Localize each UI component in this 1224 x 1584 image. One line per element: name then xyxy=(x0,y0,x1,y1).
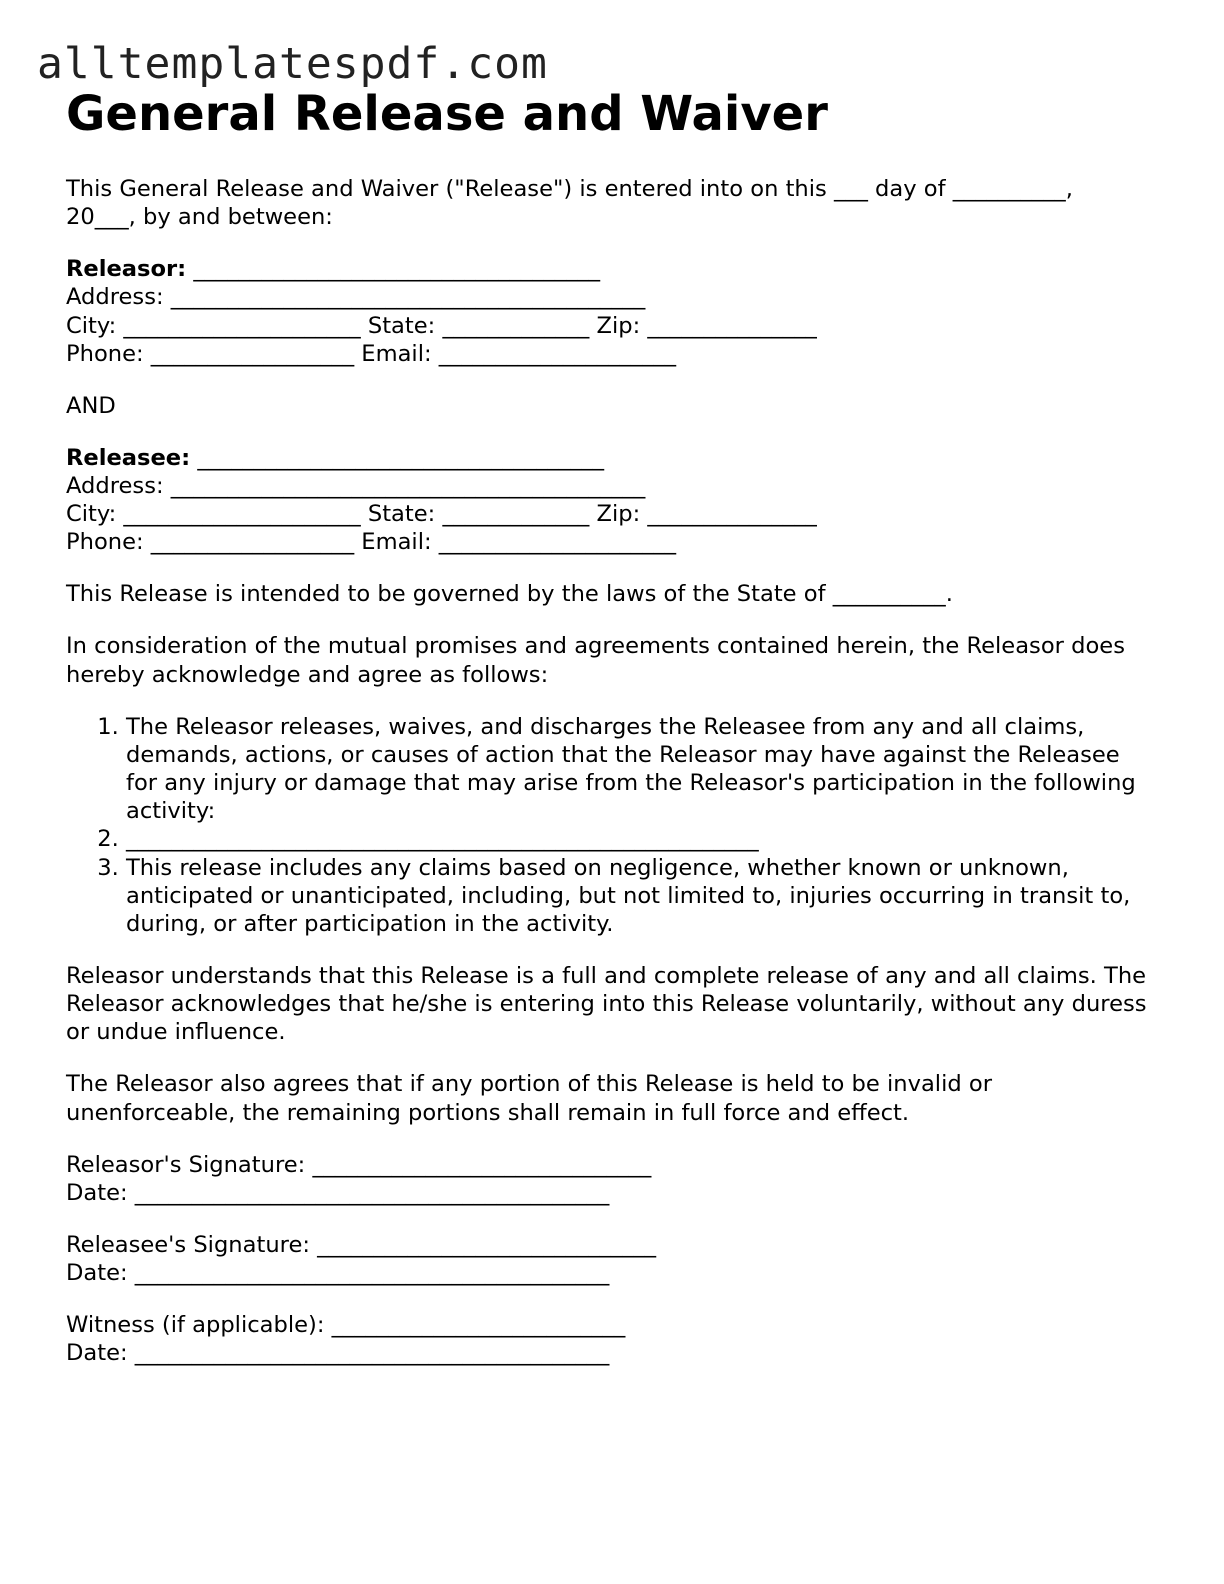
releasor-name-line xyxy=(66,255,1156,283)
severability-paragraph: The Releasor also agrees that if any portion of this Release is held to be invalid or unenforceable, the remaining portions shall remain in full force and effect. xyxy=(66,1071,992,1126)
releasee-signature-block xyxy=(66,1231,1156,1287)
releasee-section xyxy=(66,444,1156,557)
witness-date-field[interactable]: Date: __________________________________________ xyxy=(66,1340,610,1367)
releasor-city-state-zip-field[interactable]: City: _____________________ State: _____________ Zip: _______________ xyxy=(66,312,817,339)
witness-signature-field[interactable]: Witness (if applicable): __________________________ xyxy=(66,1312,626,1339)
and-separator: AND xyxy=(66,392,116,419)
intro-line-2: 20___, by and between: xyxy=(66,204,333,231)
releasee-name-field[interactable]: ____________________________________ xyxy=(190,444,605,471)
releasor-phone-email-field[interactable]: Phone: __________________ Email: _____________________ xyxy=(66,340,677,367)
releasee-signature-field[interactable]: Releasee's Signature: ______________________________ xyxy=(66,1231,657,1258)
releasee-city-state-zip-field[interactable]: City: _____________________ State: _____________ Zip: _______________ xyxy=(66,501,817,528)
governing-law-paragraph: This Release is intended to be governed by the laws of the State of __________. xyxy=(66,581,953,608)
releasor-name-field[interactable]: ____________________________________ xyxy=(186,256,601,283)
releasee-phone-email-field[interactable]: Phone: __________________ Email: _____________________ xyxy=(66,529,677,556)
terms-list xyxy=(66,713,1156,939)
releasor-date-field[interactable]: Date: __________________________________________ xyxy=(66,1179,610,1206)
watermark-text: alltemplatespdf.com xyxy=(37,39,548,89)
intro-line-1: This General Release and Waiver ("Release") is entered into on this ___ day of __________, xyxy=(66,176,1073,202)
activity-blank-field[interactable]: 2. ________________________________________________________ xyxy=(126,825,1156,853)
releasee-name-line xyxy=(66,444,1156,472)
list-item: 3. This release includes any claims based on negligence, whether known or unknown, anticipated or unanticipated, including, but not limited to, injuries occurring in transit to, during, or after participation in the activity. xyxy=(126,854,1156,939)
releasor-label: Releasor: xyxy=(66,256,187,283)
releasee-label: Releasee: xyxy=(66,444,191,471)
releasor-signature-block xyxy=(66,1151,1156,1207)
page-title: General Release and Waiver xyxy=(66,86,828,142)
document-body xyxy=(66,175,1156,1391)
understanding-paragraph: Releasor understands that this Release is a full and complete release of any and all claims. The Releasor acknowledges that he/she is entering into this Release voluntarily, without any duress or undue influence. xyxy=(66,963,1147,1046)
releasee-date-field[interactable]: Date: __________________________________________ xyxy=(66,1260,610,1287)
intro-paragraph xyxy=(66,175,1156,231)
releasor-signature-field[interactable]: Releasor's Signature: ______________________________ xyxy=(66,1151,652,1178)
releasor-address-field[interactable]: Address: __________________________________________ xyxy=(66,284,646,311)
consideration-paragraph: In consideration of the mutual promises and agreements contained herein, the Releasor does hereby acknowledge and agree as follows: xyxy=(66,633,1125,688)
releasor-section xyxy=(66,255,1156,368)
list-item: 1. The Releasor releases, waives, and discharges the Releasee from any and all claims, demands, actions, or causes of action that the Releasor may have against the Releasee for any injury or damage that may arise from the Releasor's participation in the following activity: xyxy=(126,713,1156,826)
witness-signature-block xyxy=(66,1311,1156,1367)
releasee-address-field[interactable]: Address: __________________________________________ xyxy=(66,473,646,500)
